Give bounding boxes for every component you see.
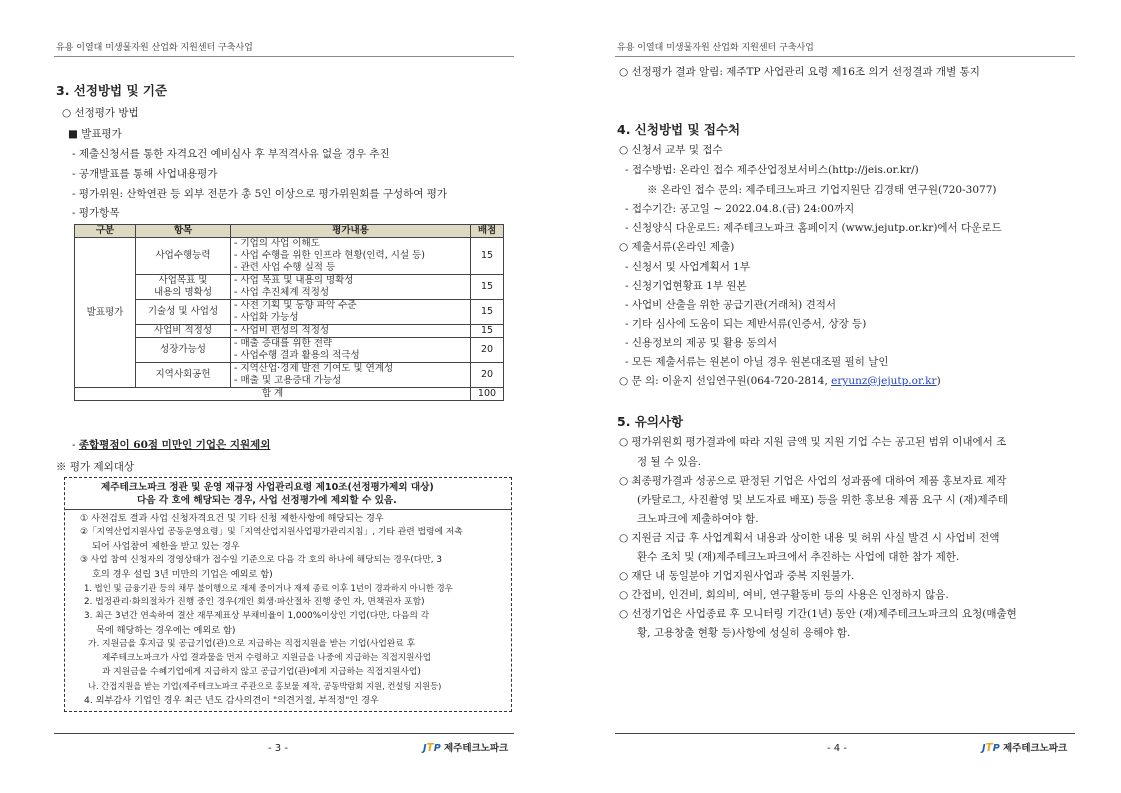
- box-line: ③ 사업 참여 신청자의 경영상태가 접수일 기준으로 다음 각 호의 하나에 해당되는 경우(다만, 3: [80, 555, 442, 565]
- note-emphasis: 종합평점이 60점 미만인 기업은 지원제외: [78, 439, 271, 451]
- table-row: [75, 300, 504, 325]
- content-line: - 사업비 편성의 적정성: [234, 325, 330, 336]
- text-line: ○ 최종평가결과 성공으로 판정된 기업은 사업의 성과품에 대하여 제품 홍보자료 제작: [619, 475, 1007, 487]
- logo-mark: JTP: [982, 742, 1000, 754]
- text-line: - 신청서 및 사업계획서 1부: [625, 261, 751, 273]
- box-line: 1. 법인 및 금융기관 등의 채무 불이행으로 재제 중이거나 재제 종료 이후 1년이 경과하지 아니한 경우: [84, 583, 453, 593]
- content-cell: [231, 325, 471, 338]
- table-row: [75, 338, 504, 363]
- text-line: - 신청기업현황표 1부 원본: [625, 280, 747, 292]
- content-line: - 사업수행 결과 활용의 적극성: [234, 350, 360, 361]
- col-header: 항목: [136, 225, 231, 238]
- text-line: ■ 발표평가: [68, 128, 122, 140]
- box-line: 되어 사업참여 제한을 받고 있는 경우: [92, 541, 240, 552]
- text-line: - 사업비 산출을 위한 공급기관(거래처) 견적서: [625, 299, 837, 311]
- item-cell: 사업수행능력: [136, 238, 231, 275]
- score-cell: 20: [471, 363, 504, 388]
- box-line: ① 사전검토 결과 사업 신청자격요건 및 기타 신청 제한사항에 해당되는 경우: [80, 513, 384, 524]
- content-line: - 기업의 사업 이해도: [234, 238, 320, 249]
- text-line: ○ 재단 내 동일분야 기업지원사업과 중복 지원불가.: [619, 570, 855, 582]
- box-line: 과 지원금을 수혜기업에게 지급하지 않고 공급기업(관)에게 지급하는 직접지원사업): [102, 667, 421, 677]
- text-line: - 제출신청서를 통한 자격요건 예비심사 후 부적격사유 없을 경우 추진: [72, 148, 390, 160]
- table-row: [75, 363, 504, 388]
- content-cell: [231, 275, 471, 300]
- content-line: - 사업화 가능성: [234, 312, 299, 323]
- text-line: 황, 고용창출 현황 등)사항에 성실히 응해야 함.: [637, 627, 851, 639]
- col-header: 평가내용: [231, 225, 471, 238]
- content-line: - 매출 및 고용증대 가능성: [234, 375, 342, 386]
- header-rule: [54, 56, 514, 57]
- text-line: - 평가항목: [72, 207, 120, 219]
- table-header-row: [75, 225, 504, 238]
- text-line: - 기타 심사에 도움이 되는 제반서류(인증서, 상장 등): [625, 318, 867, 330]
- running-header: 유용 이열대 미생물자원 산업화 지원센터 구축사업: [56, 43, 253, 53]
- text-line: 정 될 수 있음.: [637, 456, 702, 468]
- page-4: [561, 0, 1121, 793]
- footer-rule: [615, 733, 1075, 734]
- contact-email-link[interactable]: eryunz@jejutp.or.kr: [831, 375, 937, 387]
- page-number: - 3 -: [268, 743, 288, 754]
- box-title: 다음 각 호에 해당되는 경우, 사업 선정평가에 제외할 수 있음.: [137, 495, 397, 506]
- contact-line: ○ 문 의: 이윤지 선임연구원(064-720-2814, eryunz@jejutp.or.kr): [619, 375, 941, 387]
- total-label: 합 계: [75, 388, 471, 401]
- content-line: - 사업 수행을 위한 인프라 현황(인력, 시설 등): [234, 250, 426, 261]
- running-header: 유용 이열대 미생물자원 산업화 지원센터 구축사업: [617, 43, 814, 53]
- header-rule: [615, 56, 1075, 57]
- item-cell: 사업목표 및 내용의 명확성: [136, 275, 231, 300]
- text-line: - 신용정보의 제공 및 활용 동의서: [625, 337, 778, 349]
- content-line: - 관련 사업 수행 실적 등: [234, 262, 336, 273]
- section-title-4: 4. 신청방법 및 접수처: [617, 122, 741, 137]
- text-line: ○ 제출서류(온라인 제출): [619, 241, 735, 253]
- text-line: ○ 선정평가 결과 알림: 제주TP 사업관리 요령 제16조 의거 선정결과 개별 통지: [619, 66, 980, 78]
- text-line: - 접수기간: 공고일 ~ 2022.04.8.(금) 24:00까지: [625, 203, 855, 215]
- text-line: 환수 조치 및 (재)제주테크노파크에서 추진하는 사업에 대한 참가 제한.: [637, 551, 960, 563]
- score-cell: 15: [471, 300, 504, 325]
- evaluation-table: [74, 224, 504, 401]
- table-row: [75, 325, 504, 338]
- text-line: ○ 선정기업은 사업종료 후 모니터링 기간(1년) 동안 (재)제주테크노파크의 요청(매출현: [619, 608, 1017, 620]
- text-line: ○ 간접비, 인건비, 회의비, 여비, 연구활동비 등의 사용은 인정하지 않음.: [619, 589, 949, 601]
- table-row: [75, 275, 504, 300]
- box-divider: [64, 509, 511, 510]
- text-line: - 접수방법: 온라인 접수 제주산업정보서비스(http://jeis.or.kr/): [625, 164, 919, 176]
- content-line: - 사업 추진체계 적정성: [234, 287, 330, 298]
- box-title: 제주테크노파크 정관 및 운영 재규정 사업관리요령 제10조(선정평가제외 대상): [101, 482, 434, 493]
- table-total-row: [75, 388, 504, 401]
- content-cell: [231, 363, 471, 388]
- item-cell: 사업비 적정성: [136, 325, 231, 338]
- box-line: 가. 지원금을 후지급 및 공급기업(관)으로 지급하는 직접지원을 받는 기업(사업완료 후: [88, 639, 416, 649]
- category-cell: 발표평가: [75, 238, 136, 388]
- total-score: 100: [471, 388, 504, 401]
- box-line: 3. 최근 3년간 연속하여 결산 재무제표상 부채비율이 1,000%이상인 기업(다만, 다음의 각: [84, 611, 430, 621]
- section-title-5: 5. 유의사항: [617, 414, 684, 429]
- box-line: 2. 법정관리·화의절차가 진행 중인 경우(개인 회생·파산절차 진행 중인 자, 면책권자 포함): [84, 597, 425, 607]
- content-line: - 지역산업·경제 발전 기여도 및 연계성: [234, 363, 394, 374]
- text-line: 크노파크에 제출하여야 함.: [637, 513, 759, 525]
- content-line: - 매출 증대를 위한 전략: [234, 338, 333, 349]
- text-line: (카탈로그, 사진촬영 및 보도자료 배포) 등을 위한 홍보용 제품 요구 시 (재)제주테: [637, 494, 1008, 506]
- text-line: ○ 지원금 지급 후 사업계획서 내용과 상이한 내용 및 허위 사실 발견 시 사업비 전액: [619, 532, 1000, 544]
- content-cell: [231, 300, 471, 325]
- col-header: 배점: [471, 225, 504, 238]
- exclusion-note: [72, 438, 270, 452]
- note-prefix: -: [72, 439, 79, 451]
- text-line: ※ 온라인 접수 문의: 제주테크노파크 기업지원단 김경태 연구원(720-3077): [647, 184, 997, 196]
- box-line: ②「지역산업지원사업 공동운영요령」및「지역산업지원사업평가관리지침」, 기타 관련 법령에 저촉: [80, 527, 463, 537]
- box-line: 4. 외부감사 기업인 경우 최근 년도 감사의견이 "의견거절, 부적정"인 경우: [84, 695, 379, 706]
- item-cell: 지역사회공헌: [136, 363, 231, 388]
- box-line: 제주테크노파크가 사업 결과물을 먼저 수령하고 지원금을 나중에 지급하는 직접지원사업: [102, 653, 432, 663]
- content-line: - 사업 목표 및 내용의 명확성: [234, 275, 354, 286]
- page-number: - 4 -: [827, 743, 847, 754]
- table-row: [75, 238, 504, 275]
- content-cell: [231, 338, 471, 363]
- text-line: - 공개발표를 통해 사업내용평가: [72, 168, 218, 180]
- score-cell: 15: [471, 275, 504, 300]
- box-line: 목에 해당하는 경우에는 예외로 함): [96, 625, 236, 636]
- col-header: 구분: [75, 225, 136, 238]
- score-cell: 20: [471, 338, 504, 363]
- footer-rule: [54, 733, 514, 734]
- item-cell: 성장가능성: [136, 338, 231, 363]
- score-cell: 15: [471, 325, 504, 338]
- jtp-logo: [982, 740, 1067, 755]
- content-line: - 사전 기획 및 동향 파악 수준: [234, 300, 357, 311]
- score-cell: 15: [471, 238, 504, 275]
- text-line: - 평가위원: 산학연관 등 외부 전문가 총 5인 이상으로 평가위원회를 구성하여 평가: [72, 188, 448, 200]
- page-3: [0, 0, 560, 793]
- jtp-logo: [423, 740, 508, 755]
- text-line: - 신청양식 다운로드: 제주테크노파크 홈페이지 (www.jejutp.or.kr)에서 다운로드: [625, 222, 1002, 234]
- text-line: ○ 선정평가 방법: [62, 107, 139, 119]
- text-line: - 모든 제출서류는 원본이 아닐 경우 원본대조필 필히 날인: [625, 356, 889, 368]
- text-line: ○ 신청서 교부 및 접수: [619, 144, 723, 156]
- item-cell: 기술성 및 사업성: [136, 300, 231, 325]
- logo-name: 제주테크노파크: [1003, 743, 1068, 754]
- box-line: 호의 경우 설립 3년 미만의 기업은 예외로 함): [92, 569, 273, 580]
- text-line: ○ 평가위원회 평가결과에 따라 지원 금액 및 지원 기업 수는 공고된 범위 이내에서 조: [619, 436, 1007, 448]
- section-title-3: 3. 선정방법 및 기준: [56, 83, 168, 98]
- logo-name: 제주테크노파크: [444, 743, 509, 754]
- content-cell: [231, 238, 471, 275]
- box-line: 나. 간접지원을 받는 기업(제주테크노파크 주관으로 홍보물 제작, 공동박람회 지원, 컨설팅 지원등): [88, 681, 442, 691]
- text-line: ※ 평가 제외대상: [56, 461, 135, 473]
- logo-mark: JTP: [423, 742, 441, 754]
